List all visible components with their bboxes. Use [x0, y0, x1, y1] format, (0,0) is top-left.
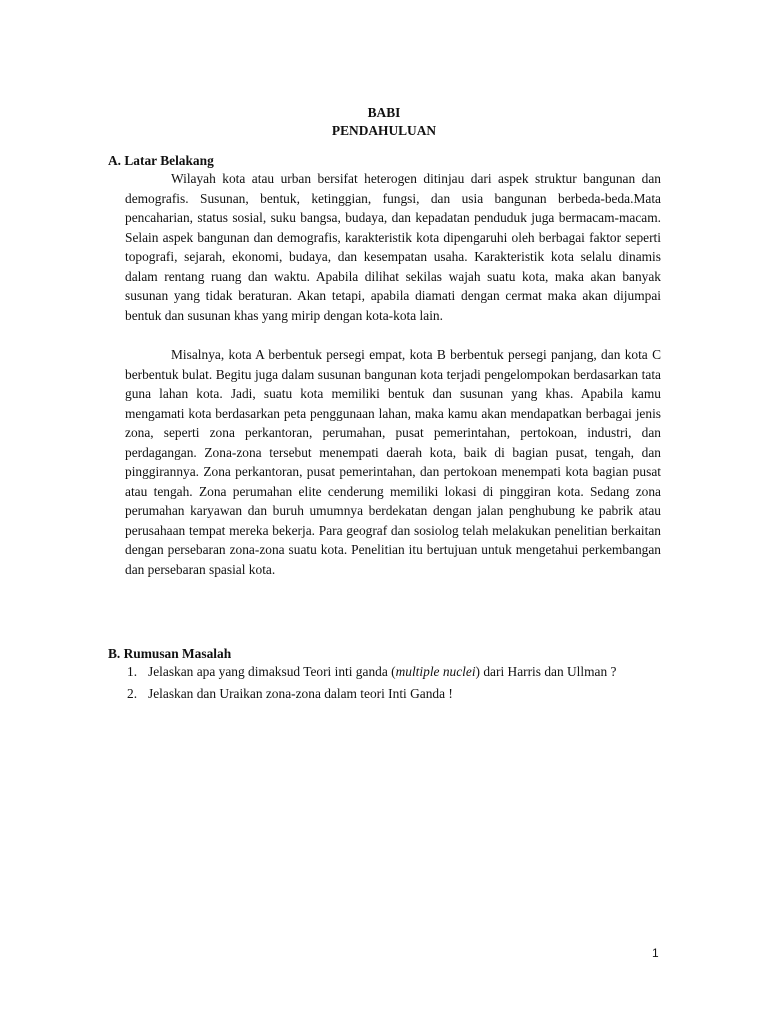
question-1-text-after: ) dari Harris dan Ullman ? — [475, 664, 617, 679]
page-number: 1 — [652, 946, 659, 960]
question-2-text: Jelaskan dan Uraikan zona-zona dalam teori Inti Ganda ! — [148, 685, 453, 701]
paragraph-2-text: Misalnya, kota A berbentuk persegi empat, kota B berbentuk persegi panjang, dan kota C berbentuk bulat. Begitu juga dalam susunan bangunan kota terjadi pengelompokan berdasarkan tata guna lahan kota. Jadi, suatu kota memiliki bentuk dan susunan yang khas. Apabila kamu mengamati kota berdasarkan peta penggunaan lahan, maka kamu akan mendapatkan berbagai jenis zona, seperti zona perkantoran, perumahan, pusat pemerintahan, pertokoan, industri, dan perdagangan. Zona-zona tersebut menempati daerah kota, baik di bagian pusat, tengah, dan pinggirannya. Zona perkantoran, pusat pemerintahan, dan pertokoan menempati kota bagian pusat atau tengah. Zona perumahan elite cenderung memiliki lokasi di pinggiran kota. Sedang zona perumahan karyawan dan buruh umumnya berdekatan dengan jalan penghubung ke pabrik atau perusahaan tempat mereka bekerja. Para geograf dan sosiolog telah melakukan penelitian berkaitan dengan persebaran zona-zona suatu kota. Penelitian itu bertujuan untuk mengetahui perkembangan dan persebaran spasial kota. — [125, 347, 661, 577]
question-list — [125, 662, 665, 705]
question-item-2 — [125, 684, 665, 704]
paragraph-2 — [125, 345, 661, 579]
question-number: 2. — [127, 685, 138, 701]
section-heading-rumusan-masalah: B. Rumusan Masalah — [108, 646, 232, 661]
question-1-italic-term: multiple nuclei — [395, 664, 476, 679]
paragraph-1 — [125, 169, 661, 325]
paragraph-1-text: Wilayah kota atau urban bersifat heterogen ditinjau dari aspek struktur bangunan dan demografis. Susunan, bentuk, ketinggian, fungsi, dan usia bangunan berbeda-beda.Mata pencaharian, status sosial, suku bangsa, budaya, dan kepadatan penduduk juga bermacam-macam. Selain aspek bangunan dan demografis, karakteristik kota dipengaruhi oleh berbagai faktor seperti topografi, sejarah, ekonomi, budaya, dan kesempatan usaha. Karakteristik kota selalu dinamis dalam rentang ruang dan waktu. Apabila dilihat sekilas wajah suatu kota, maka akan banyak susunan yang tidak beraturan. Akan tetapi, apabila diamati dengan cermat maka akan dijumpai bentuk dan susunan khas yang mirip dengan kota-kota lain. — [125, 171, 661, 323]
question-1-text-before: Jelaskan apa yang dimaksud Teori inti ganda ( — [148, 664, 396, 679]
chapter-title: PENDAHULUAN — [331, 123, 437, 138]
question-number: 1. — [127, 664, 138, 679]
section-heading-latar-belakang: A. Latar Belakang — [108, 153, 214, 168]
chapter-number: BABI — [367, 105, 401, 120]
question-item-1 — [125, 662, 665, 682]
